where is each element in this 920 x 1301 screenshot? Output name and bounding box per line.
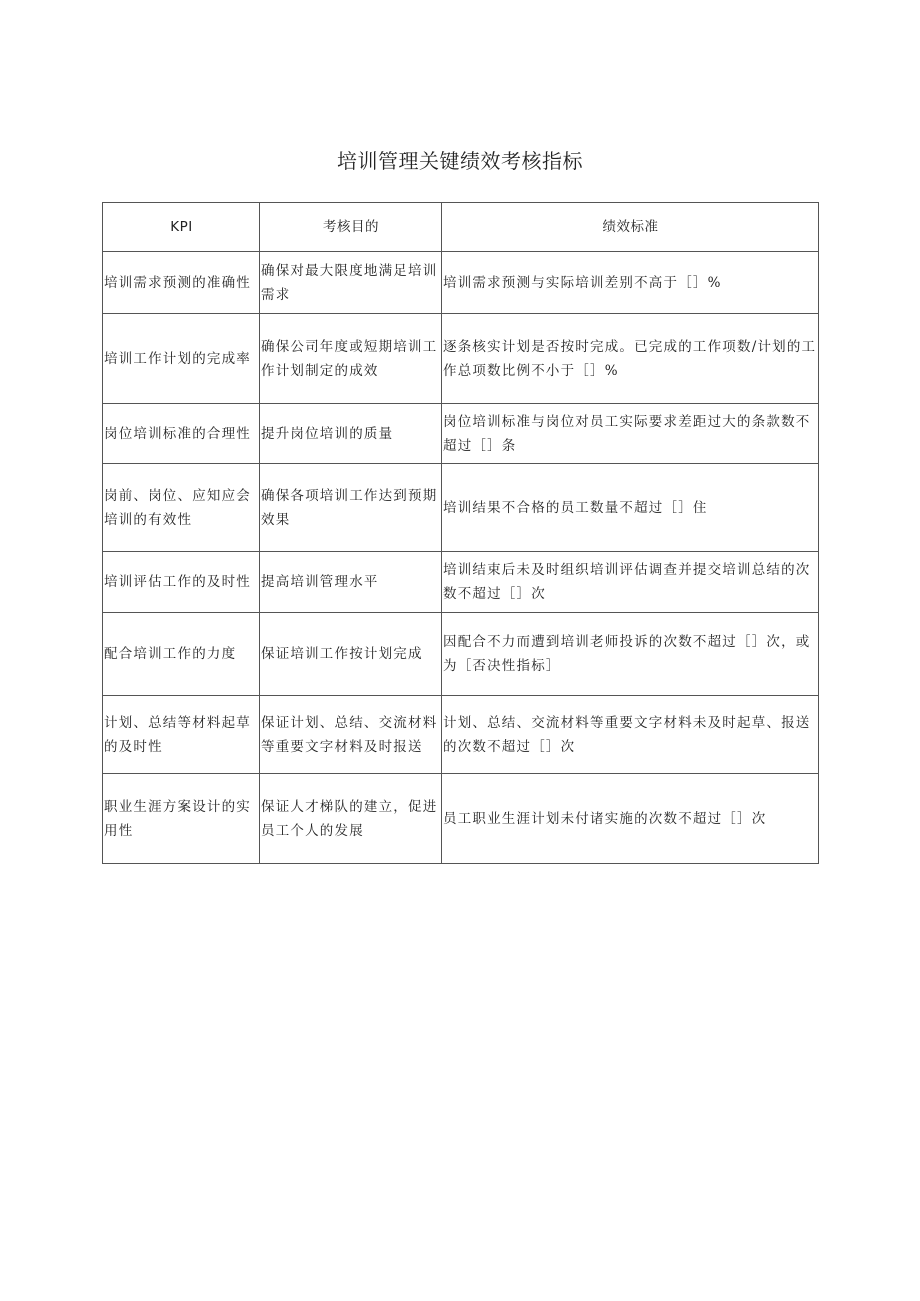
table-row — [103, 613, 819, 696]
purpose-cell: 确保对最大限度地满足培训需求 — [260, 252, 442, 314]
header-kpi: KPI — [103, 203, 260, 252]
purpose-cell: 提升岗位培训的质量 — [260, 404, 442, 464]
kpi-cell: 岗前、岗位、应知应会培训的有效性 — [103, 464, 260, 552]
table-row — [103, 774, 819, 864]
kpi-cell: 计划、总结等材料起草的及时性 — [103, 696, 260, 774]
purpose-cell: 保证人才梯队的建立，促进员工个人的发展 — [260, 774, 442, 864]
table-header-row — [103, 203, 819, 252]
table-row — [103, 464, 819, 552]
kpi-cell: 培训工作计划的完成率 — [103, 314, 260, 404]
purpose-cell: 保证培训工作按计划完成 — [260, 613, 442, 696]
standard-cell: 培训需求预测与实际培训差别不高于［］% — [442, 252, 819, 314]
kpi-cell: 培训评估工作的及时性 — [103, 552, 260, 613]
table-row — [103, 696, 819, 774]
purpose-cell: 确保各项培训工作达到预期效果 — [260, 464, 442, 552]
standard-cell: 计划、总结、交流材料等重要文字材料未及时起草、报送的次数不超过［］次 — [442, 696, 819, 774]
table-row — [103, 404, 819, 464]
standard-cell: 员工职业生涯计划未付诸实施的次数不超过［］次 — [442, 774, 819, 864]
standard-cell: 岗位培训标准与岗位对员工实际要求差距过大的条款数不超过［］条 — [442, 404, 819, 464]
kpi-cell: 配合培训工作的力度 — [103, 613, 260, 696]
kpi-cell: 培训需求预测的准确性 — [103, 252, 260, 314]
header-standard: 绩效标准 — [442, 203, 819, 252]
table-row — [103, 552, 819, 613]
kpi-cell: 岗位培训标准的合理性 — [103, 404, 260, 464]
header-purpose: 考核目的 — [260, 203, 442, 252]
document-title: 培训管理关键绩效考核指标 — [337, 149, 583, 173]
standard-cell: 培训结束后未及时组织培训评估调查并提交培训总结的次数不超过［］次 — [442, 552, 819, 613]
standard-cell: 培训结果不合格的员工数量不超过［］住 — [442, 464, 819, 552]
standard-cell: 因配合不力而遭到培训老师投诉的次数不超过［］次，或为［否决性指标］ — [442, 613, 819, 696]
table-row — [103, 252, 819, 314]
purpose-cell: 确保公司年度或短期培训工作计划制定的成效 — [260, 314, 442, 404]
purpose-cell: 保证计划、总结、交流材料等重要文字材料及时报送 — [260, 696, 442, 774]
purpose-cell: 提高培训管理水平 — [260, 552, 442, 613]
standard-cell: 逐条核实计划是否按时完成。已完成的工作项数/计划的工作总项数比例不小于［］% — [442, 314, 819, 404]
table-row — [103, 314, 819, 404]
kpi-cell: 职业生涯方案设计的实用性 — [103, 774, 260, 864]
kpi-table — [102, 202, 819, 864]
